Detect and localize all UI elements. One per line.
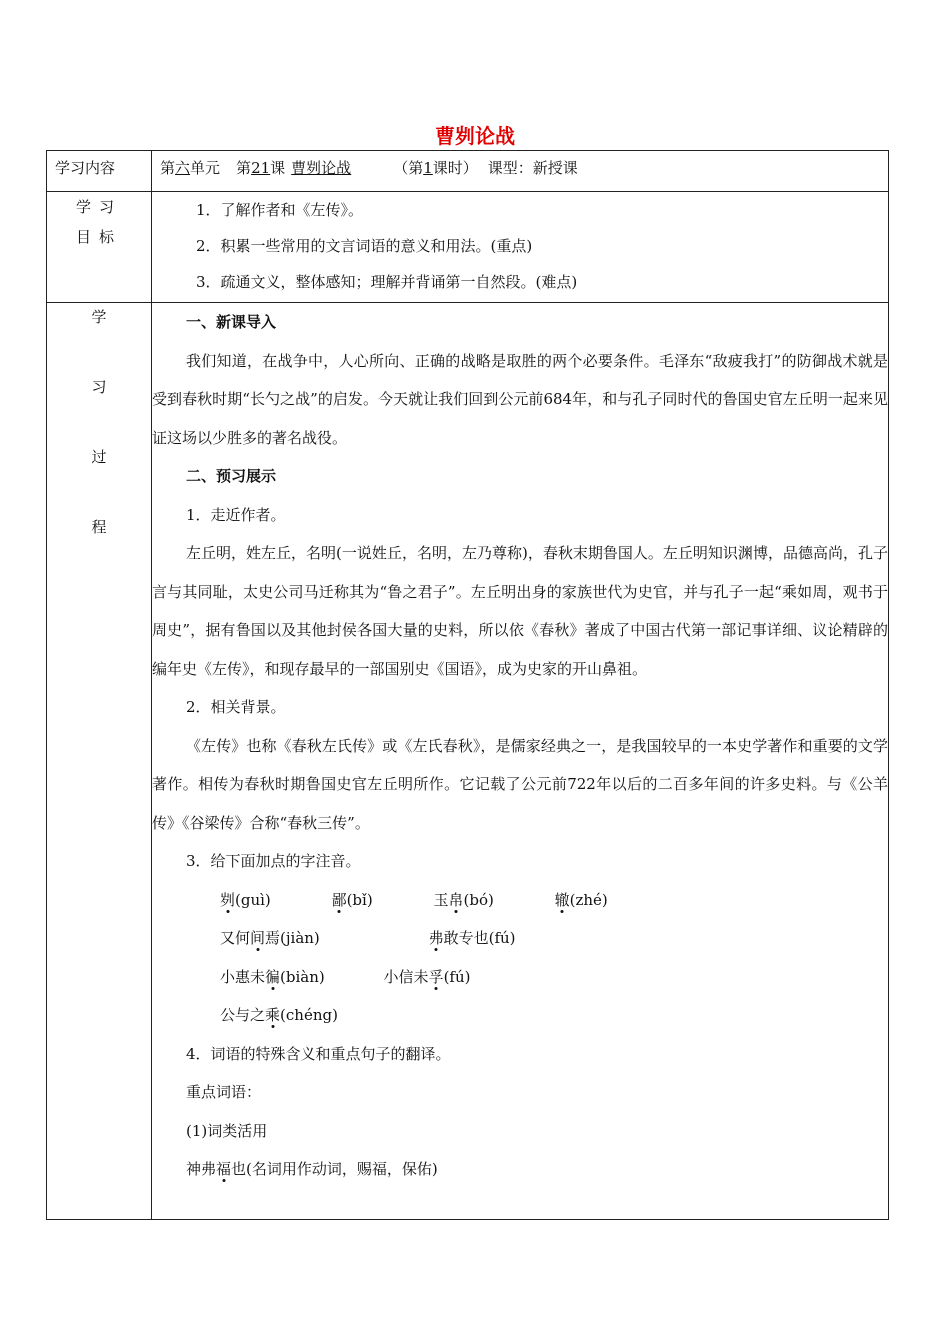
subsection-background: 2．相关背景。 — [186, 698, 286, 716]
lesson-name: 曹刿论战 — [291, 159, 352, 177]
process-label-char: 程 — [91, 518, 107, 536]
unit-pre: 第 — [160, 159, 176, 177]
pinyin-item: 鄙(bǐ) — [331, 890, 373, 909]
pinyin-line-1 — [152, 881, 888, 920]
lesson-post: 课 — [270, 159, 286, 177]
lesson-pre: 第 — [236, 159, 252, 177]
lesson-type: 课型：新授课 — [487, 159, 578, 177]
pinyin-item: 小信未孚(fú) — [383, 967, 471, 986]
learning-content-value — [152, 151, 889, 192]
goal-item: 2．积累一些常用的文言词语的意义和用法。(重点) — [196, 237, 533, 255]
page-title: 曹刿论战 — [435, 124, 515, 148]
background-paragraph: 《左传》也称《春秋左氏传》或《左氏春秋》，是儒家经典之一，是我国较早的一本史学著作和重要的文学著作。相传为春秋时期鲁国史官左丘明所作。它记载了公元前722年以后的二百多年间的许多史料。与《公羊传》《谷梁传》合称“春秋三传”。 — [152, 736, 888, 832]
pinyin-item: 又何间焉(jiàn) — [220, 929, 320, 947]
period-post: 课时） — [432, 159, 478, 177]
goal-item: 3．疏通文义，整体感知；理解并背诵第一自然段。(难点) — [196, 273, 578, 291]
unit-post: 单元 — [190, 159, 221, 177]
pinyin-line-3 — [152, 958, 888, 997]
goal-item: 1．了解作者和《左传》。 — [196, 201, 364, 219]
row-learning-process — [47, 303, 889, 1220]
goals-label-line2: 目标 — [75, 228, 122, 246]
pinyin-item: 刿(guì) — [220, 890, 271, 909]
row-learning-goals — [47, 192, 889, 303]
learning-goals-label — [47, 192, 152, 303]
subsection-words: 4．词语的特殊含义和重点句子的翻译。 — [186, 1044, 451, 1063]
row-learning-content — [47, 151, 889, 192]
subsection-author: 1．走近作者。 — [186, 505, 286, 524]
pinyin-item: 小惠未徧(biàn) — [220, 967, 325, 986]
section-heading-intro: 一、新课导入 — [186, 313, 277, 331]
intro-paragraph: 我们知道，在战争中，人心所向、正确的战略是取胜的两个必要条件。毛泽东“敌疲我打”的防御战术就是受到春秋时期“长勺之战”的启发。今天就让我们回到公元前684年，和与孔子同时代的鲁国史官左丘明一起来见证这场以少胜多的著名战役。 — [152, 351, 888, 447]
lesson-number: 21 — [251, 159, 271, 177]
learning-process-label — [47, 303, 152, 1220]
author-paragraph: 左丘明，姓左丘，名明(一说姓丘，名明，左乃尊称)，春秋末期鲁国人。左丘明知识渊博，品德高尚，孔子言与其同耻，太史公司马迁称其为“鲁之君子”。左丘明出身的家族世代为史官，并与孔子一起“乘如周，观书于周史”，据有鲁国以及其他封侯各国大量的史料，所以依《春秋》著成了中国古代第一部记事详细、议论精辟的编年史《左传》，和现存最早的一部国别史《国语》，成为史家的开山鼻祖。 — [152, 544, 888, 678]
example-line: 神弗福也(名词用作动词，赐福，保佑) — [186, 1160, 438, 1178]
learning-process-content — [152, 303, 889, 1220]
period-pre: （第 — [393, 159, 424, 177]
learning-content-label: 学习内容 — [47, 151, 152, 192]
unit-number: 六 — [175, 159, 191, 177]
key-words-label: 重点词语： — [186, 1083, 262, 1101]
pinyin-item: 弗敢专也(fú) — [428, 929, 516, 947]
learning-goals-list — [152, 192, 889, 303]
process-label-char: 过 — [91, 448, 107, 466]
pinyin-line-2 — [152, 919, 888, 958]
pinyin-item: 辙(zhé) — [554, 890, 608, 909]
subsection-pinyin: 3．给下面加点的字注音。 — [186, 852, 361, 870]
pinyin-item: 公与之乘(chéng) — [220, 1006, 338, 1024]
word-category: (1)词类活用 — [186, 1121, 268, 1140]
goals-label-line1: 学习 — [75, 198, 122, 216]
pinyin-line-4 — [152, 996, 888, 1035]
lesson-table — [46, 150, 889, 1220]
section-heading-preview: 二、预习展示 — [186, 467, 277, 485]
pinyin-item: 玉帛(bó) — [433, 890, 494, 909]
process-label-char: 学 — [91, 308, 107, 326]
period-number: 1 — [423, 159, 433, 177]
process-label-char: 习 — [91, 378, 107, 396]
